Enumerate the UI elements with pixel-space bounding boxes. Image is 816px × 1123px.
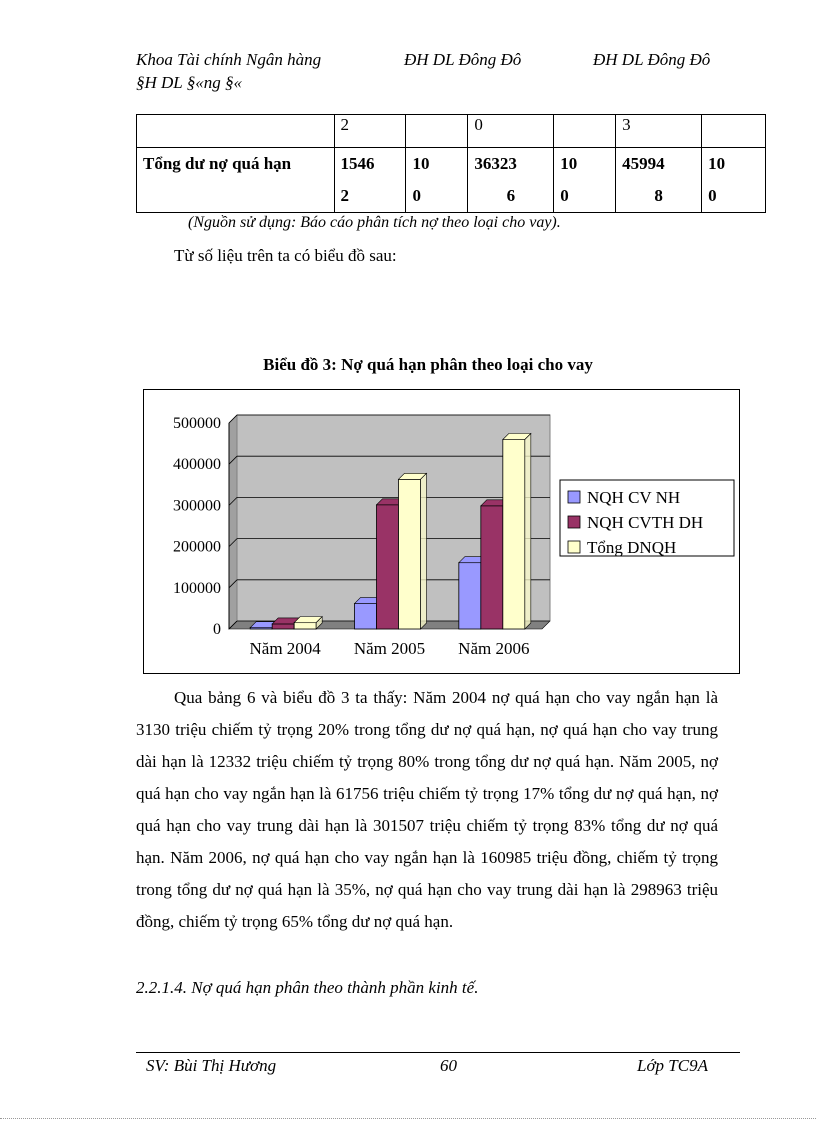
table-cell: 0 — [468, 115, 554, 148]
table-row — [137, 115, 766, 148]
bar-nqh-cv-nh — [459, 563, 481, 629]
body-paragraph — [136, 682, 718, 938]
x-tick-label: Năm 2005 — [353, 639, 426, 658]
table-cell — [702, 148, 766, 213]
data-table — [136, 114, 766, 213]
footer-divider — [136, 1052, 740, 1053]
cell-line: 10 — [412, 154, 430, 173]
intro-text: Từ số liệu trên ta có biểu đồ sau: — [174, 246, 397, 265]
source-note: (Nguồn sử dụng: Báo cáo phân tích nợ theo loại cho vay). — [188, 214, 561, 231]
bar-nqh-cvth-dh — [377, 505, 399, 629]
chart-frame — [143, 389, 740, 674]
table-cell — [406, 148, 468, 213]
y-tick-label: 500000 — [173, 415, 221, 432]
footer-right: Lớp TC9A — [637, 1056, 708, 1075]
header-left: Khoa Tài chính Ngân hàng — [136, 50, 322, 69]
row-label: Tổng dư nợ quá hạn — [137, 148, 335, 213]
y-tick-label: 400000 — [173, 456, 221, 474]
page-number: 60 — [440, 1056, 457, 1075]
table-cell — [616, 148, 702, 213]
page-edge — [0, 1118, 816, 1119]
paragraph-text: Qua bảng 6 và biểu đồ 3 ta thấy: Năm 2004 nợ quá hạn cho vay ngắn hạn là 3130 triệu chiếm tỷ trọng 20% trong tổng dư nợ quá hạn, nợ quá hạn cho vay trung dài hạn là 12332 triệu chiếm tỷ trọng 80% trong tổng dư nợ quá hạn. Năm 2005, nợ quá hạn cho vay ngắn hạn là 61756 triệu chiếm tỷ trọng 17% tổng dư nợ quá hạn, nợ quá hạn cho vay trung dài hạn là 301507 triệu chiếm tỷ trọng 83% tổng dư nợ quá hạn. Năm 2006, nợ quá hạn cho vay ngắn hạn là 160985 triệu đồng, chiếm tỷ trọng trong tổng dư nợ quá hạn là 35%, nợ quá hạn cho vay trung dài hạn là 298963 triệu đồng, chiếm tỷ trọng 65% tổng dư nợ quá hạn. — [136, 688, 718, 931]
footer-left: SV: Bùi Thị Hương — [146, 1056, 277, 1075]
x-tick-label: Năm 2006 — [458, 639, 530, 658]
table-cell: 3 — [616, 115, 702, 148]
cell-line: 8 — [654, 186, 663, 205]
legend-swatch — [568, 541, 580, 553]
legend-swatch — [568, 516, 580, 528]
table-cell — [554, 148, 616, 213]
table-row — [137, 148, 766, 213]
bar-chart — [144, 390, 739, 673]
table-cell — [334, 148, 406, 213]
bar-nqh-cvth-dh — [272, 624, 294, 629]
x-tick-label: Năm 2004 — [249, 639, 321, 658]
table-cell — [554, 115, 616, 148]
header-center: ĐH DL Đông Đô — [404, 50, 522, 69]
header-right: ĐH DL Đông Đô — [593, 50, 711, 69]
bar-side — [421, 473, 427, 629]
bar-nqh-cv-nh — [355, 604, 377, 629]
bar-tổng-dnqh — [399, 479, 421, 629]
subheading: 2.2.1.4. Nợ quá hạn phân theo thành phần kinh tế. — [136, 978, 479, 997]
plot-side-wall — [229, 415, 237, 629]
cell-line: 0 — [412, 186, 421, 205]
table-cell: 2 — [334, 115, 406, 148]
y-tick-label: 0 — [213, 621, 221, 638]
y-tick-label: 100000 — [173, 579, 221, 597]
bar-nqh-cvth-dh — [481, 506, 503, 629]
bar-side — [525, 434, 531, 629]
header-line2: §H DL §«ng §« — [136, 73, 242, 92]
table-cell — [137, 115, 335, 148]
legend-label: Tổng DNQH — [587, 538, 677, 557]
legend-label: NQH CV NH — [587, 488, 681, 507]
cell-line: 0 — [708, 186, 717, 205]
chart-title: Biểu đồ 3: Nợ quá hạn phân theo loại cho vay — [263, 355, 593, 374]
cell-line: 10 — [708, 154, 726, 173]
cell-line: 36323 — [474, 154, 517, 173]
cell-line: 0 — [560, 186, 569, 205]
cell-line: 10 — [560, 154, 578, 173]
cell-line: 6 — [506, 186, 516, 205]
table-cell — [702, 115, 766, 148]
cell-line: 45994 — [622, 154, 665, 173]
bar-tổng-dnqh — [294, 623, 316, 629]
cell-line: 1546 — [340, 154, 375, 173]
legend-swatch — [568, 491, 580, 503]
table-cell — [406, 115, 468, 148]
table-cell — [468, 148, 554, 213]
y-tick-label: 200000 — [173, 538, 221, 556]
y-tick-label: 300000 — [173, 497, 221, 515]
bar-tổng-dnqh — [503, 440, 525, 629]
legend-label: NQH CVTH DH — [587, 513, 704, 532]
cell-line: 2 — [340, 186, 350, 205]
